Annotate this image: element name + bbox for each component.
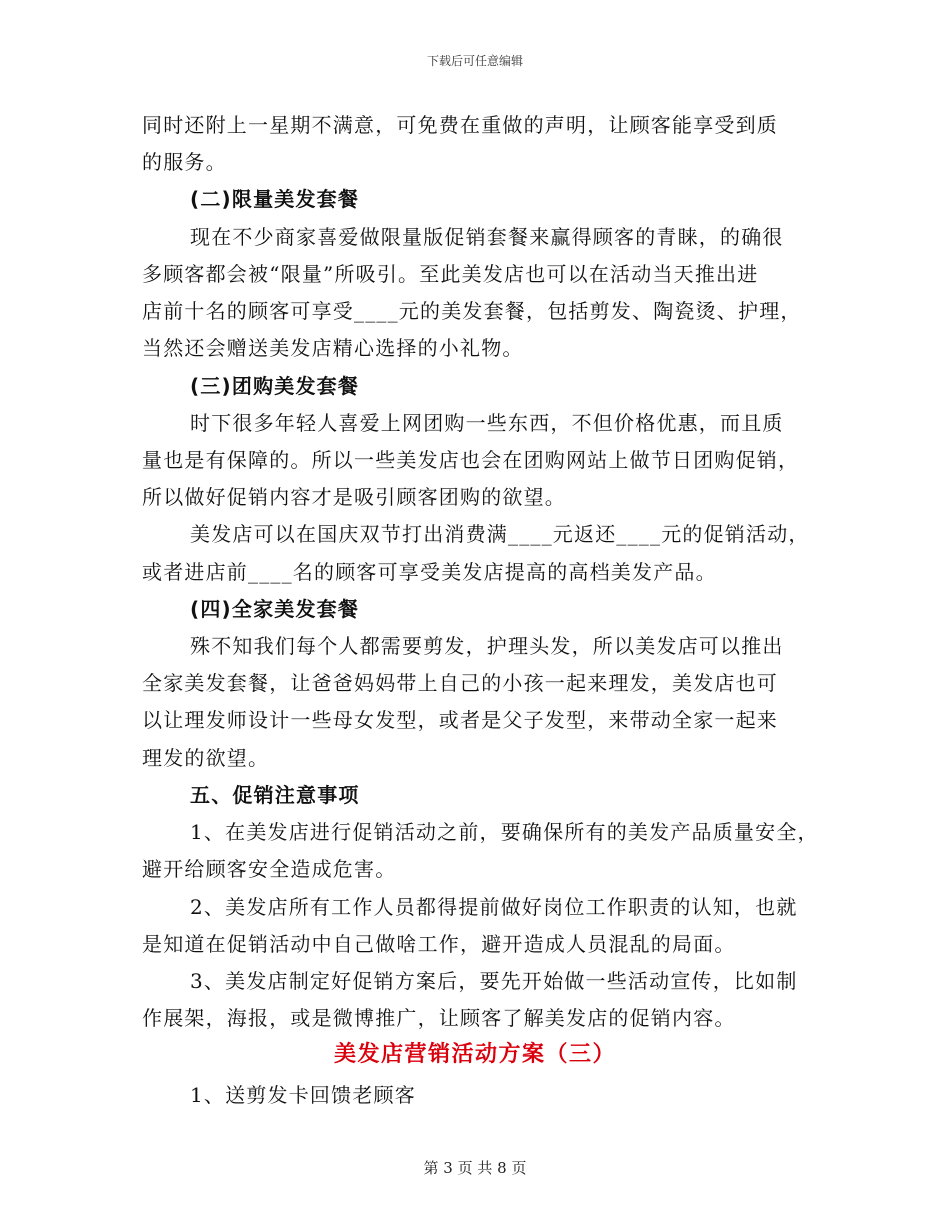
paragraph-line: 是知道在促销活动中自己做啥工作，避开造成人员混乱的局面。 [142,932,736,956]
paragraph-line: 店前十名的顾客可享受____元的美发套餐，包括剪发、陶瓷烫、护理， [142,299,802,323]
paragraph-line: 2、美发店所有工作人员都得提前做好岗位工作职责的认知，也就 [190,895,798,919]
paragraph-line: 的服务。 [142,150,227,174]
section-heading-family: (四)全家美发套餐 [190,597,360,621]
paragraph-line: 1、在美发店进行促销活动之前，要确保所有的美发产品质量安全， [190,820,819,844]
paragraph-line: 避开给顾客安全造成危害。 [142,857,397,881]
paragraph-line: 多顾客都会被“限量”所吸引。至此美发店也可以在活动当天推出进 [142,262,759,286]
paragraph-line: 美发店可以在国庆双节打出消费满____元返还____元的促销活动， [190,522,810,546]
paragraph-line: 全家美发套餐，让爸爸妈妈带上自己的小孩一起来理发，美发店也可 [142,671,778,695]
paragraph-line: 1、送剪发卡回馈老顾客 [190,1083,416,1107]
section-heading-limited: (二)限量美发套餐 [190,187,360,211]
paragraph-line: 理发的欲望。 [142,746,270,770]
paragraph-line: 所以做好促销内容才是吸引顾客团购的欲望。 [142,485,566,509]
paragraph-line: 同时还附上一星期不满意，可免费在重做的声明，让顾客能享受到质 [142,113,778,137]
paragraph-line: 现在不少商家喜爱做限量版促销套餐来赢得顾客的青睐，的确很 [190,225,784,249]
paragraph-line: 以让理发师设计一些母女发型，或者是父子发型，来带动全家一起来 [142,708,778,732]
section-heading-notes: 五、促销注意事项 [190,783,360,807]
paragraph-line: 当然还会赠送美发店精心选择的小礼物。 [142,336,524,360]
page-footer: 第 3 页 共 8 页 [423,1159,527,1177]
paragraph-line: 3、美发店制定好促销方案后，要先开始做一些活动宣传，比如制 [190,969,798,993]
section-title: 美发店营销活动方案（三） [333,1042,616,1067]
paragraph-line: 作展架，海报，或是微博推广，让顾客了解美发店的促销内容。 [142,1006,736,1030]
paragraph-line: 量也是有保障的。所以一些美发店也会在团购网站上做节日团购促销， [142,448,800,472]
paragraph-line: 或者进店前____名的顾客可享受美发店提高的高档美发产品。 [142,560,717,584]
paragraph-line: 时下很多年轻人喜爱上网团购一些东西，不但价格优惠，而且质 [190,411,784,435]
section-heading-groupbuy: (三)团购美发套餐 [190,374,360,398]
page-header: 下载后可任意编辑 [426,54,523,68]
paragraph-line: 殊不知我们每个人都需要剪发，护理头发，所以美发店可以推出 [190,634,784,658]
